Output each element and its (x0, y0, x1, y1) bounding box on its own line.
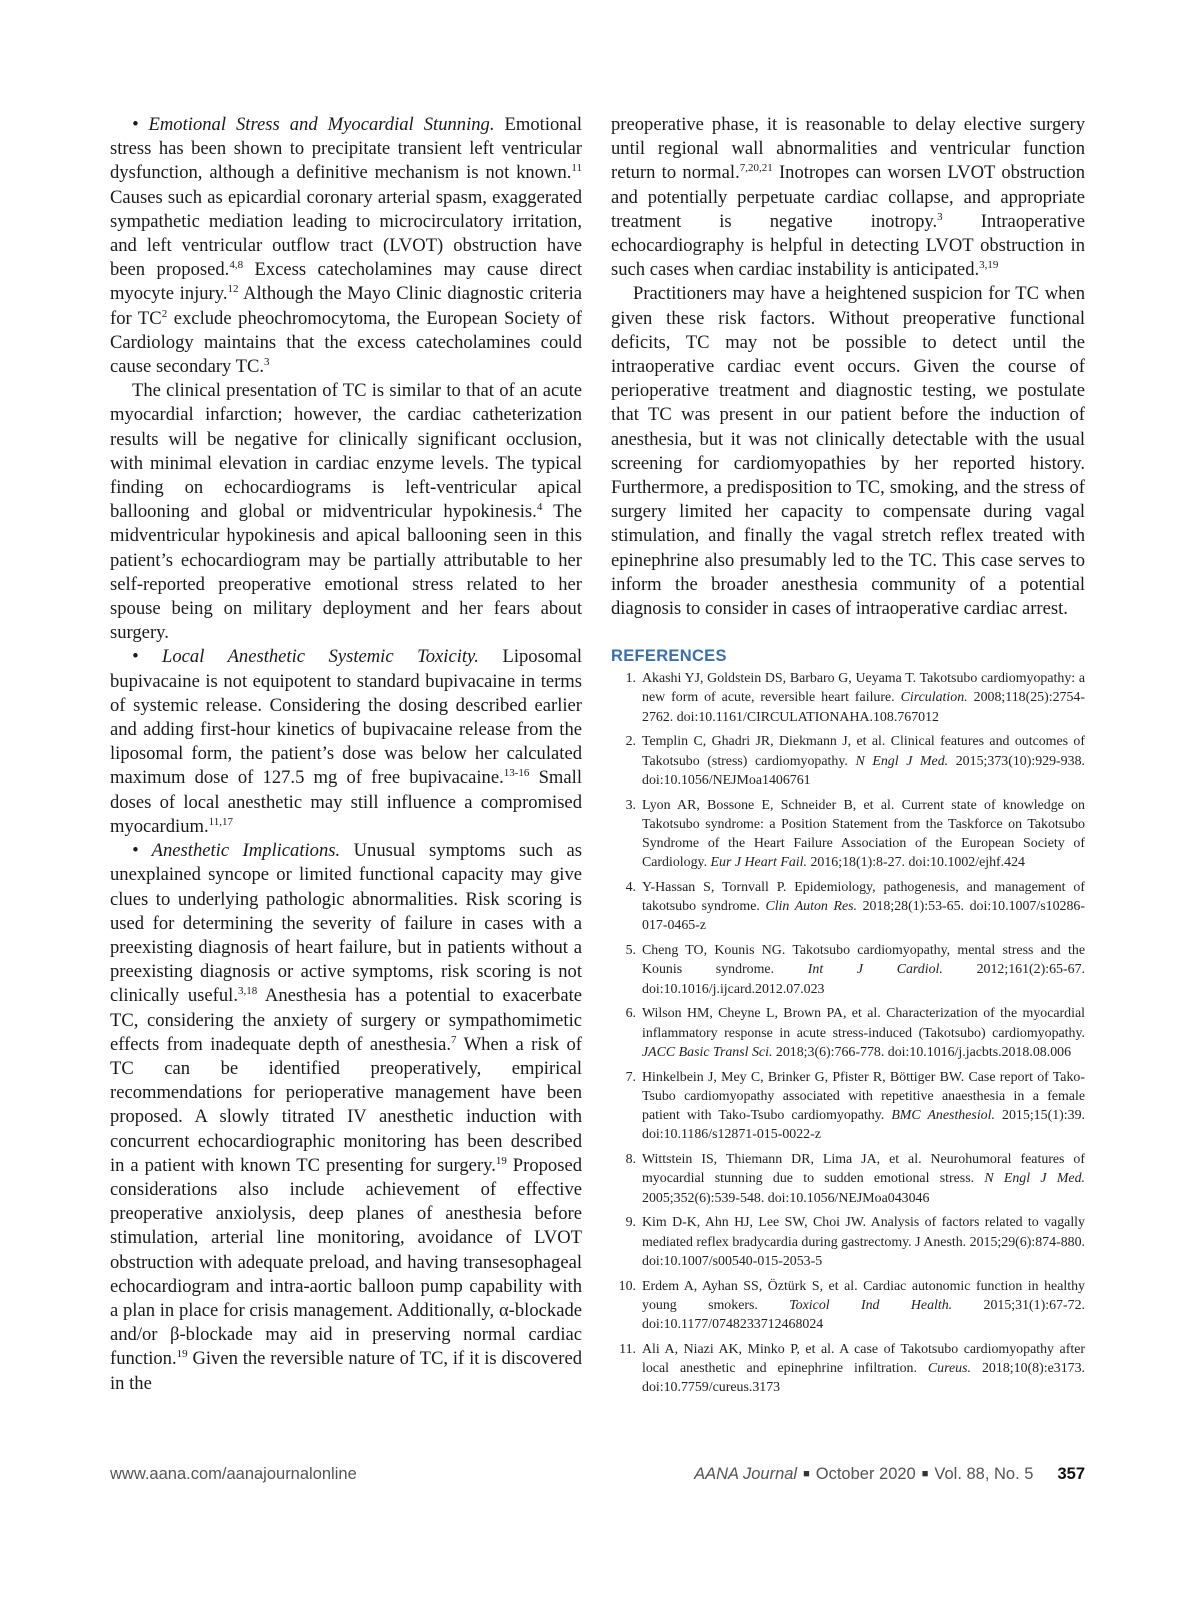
reference-post: 2015;15(1):39. doi:10.1186/s12871-015-0022-z (642, 1108, 1085, 1143)
citation: 3 (264, 356, 270, 369)
reference-post: 2018;10(8):e3173. doi:10.7759/cureus.3173 (642, 1360, 1085, 1396)
reference-text (642, 1213, 1085, 1271)
paragraph-preoperative-phase: preoperative phase, it is reasonable to delay elective surgery until regional wall abnormalities and ventricular function return to normal.$^{7,20,21}$ Inotropes can worsen LVOT obstruction and potentially perpetuate cardiac collapse, and appropriate treatment is negative inotropy.$^3$ Intraoperative echocardiography is helpful in detecting LVOT obstruction in such cases when cardiac instability is anticipated.$^{3,19}$ (611, 114, 1085, 281)
references-heading: REFERENCES (611, 647, 727, 666)
reference-number: 2. (625, 734, 636, 750)
reference-item (611, 1150, 1085, 1208)
reference-pre: Kim D-K, Ahn HJ, Lee SW, Choi JW. Analysis of factors related to vagally mediated reflex bradycardia during gastrectomy. J Anesth. 2015;29(6):874-880. doi:10.1007/s00540-015-2053-5 (642, 1215, 1085, 1269)
citation: 11,17 (208, 815, 233, 828)
reference-text (642, 1004, 1085, 1062)
citation: 4,8 (229, 259, 244, 272)
citation: 13-16 (503, 767, 530, 780)
reference-journal: Cureus. (927, 1360, 972, 1376)
reference-number: 5. (625, 943, 636, 959)
section-lead: • Anesthetic Implications. (132, 840, 341, 862)
reference-text (642, 732, 1085, 790)
volume-issue: Vol. 88, No. 5 (934, 1465, 1034, 1483)
citation: 7 (451, 1033, 457, 1046)
reference-item (611, 1277, 1085, 1335)
paragraph-clinical-presentation: The clinical presentation of TC is similar to that of an acute myocardial infarction; however, the cardiac catheterization results will be negative for clinically significant occlusion, with minimal elevation in cardiac enzyme levels. The typical finding on echocardiograms is left-ventricular apical ballooning and global or midventricular hypokinesis.$^4$ The midventricular hypokinesis and apical ballooning seen in this patient’s echocardiogram may be partially attributable to her self-reported preoperative emotional stress related to her spouse being on military deployment and her fears about surgery. (110, 380, 582, 644)
reference-pre: Wilson HM, Cheyne L, Brown PA, et al. Characterization of the myocardial inflammatory response in acute stress-induced (Takotsubo) cardiomyopathy. (642, 1006, 1085, 1041)
citation: 3 (937, 210, 943, 223)
citation: 4 (536, 501, 543, 514)
reference-post: 2008;118(25):2754-2762. doi:10.1161/CIRCULATIONAHA.108.767012 (642, 690, 1085, 725)
reference-item (611, 669, 1085, 727)
reference-pre: Ali A, Niazi AK, Minko P, et al. A case of Takotsubo cardiomyopathy after local anesthetic and epinephrine infiltration. (642, 1341, 1085, 1376)
reference-number: 1. (625, 671, 636, 687)
reference-item (611, 878, 1085, 936)
reference-post: 2012;161(2):65-67. doi:10.1016/j.ijcard.2012.07.023 (642, 962, 1085, 997)
reference-post: 2018;28(1):53-65. doi:10.1007/s10286-017-0465-z (642, 899, 1085, 934)
reference-journal: Int J Cardiol. (807, 962, 943, 978)
citation: 3,19 (979, 259, 999, 272)
reference-pre: Lyon AR, Bossone E, Schneider B, et al. Current state of knowledge on Takotsubo syndrome: a Position Statement from the Taskforce on Takotsubo Syndrome of the Heart Failure Association of the European Society of Cardiology. (642, 797, 1085, 871)
reference-number: 4. (625, 880, 636, 896)
reference-item (611, 1340, 1085, 1398)
page-footer (110, 1465, 1085, 1489)
reference-item (611, 941, 1085, 999)
reference-number: 8. (625, 1152, 636, 1168)
reference-journal: Clin Auton Res. (765, 899, 857, 915)
reference-item (611, 1068, 1085, 1145)
reference-text (642, 669, 1085, 727)
citation: 3,18 (237, 985, 258, 998)
citation: 12 (227, 283, 239, 296)
paragraph-anesthetic-implications: • Anesthetic Implications. Unusual symptoms such as unexplained syncope or limited functional capacity may give clues to underlying pathologic abnormalities. Risk scoring is used for determining the severity of failure in cases with a preexisting diagnosis of heart failure, but in patients without a preexisting diagnosis or active symptoms, risk scoring is not clinically useful.$^{3,18}$ Anesthesia has a potential to exacerbate TC, considering the anxiety of surgery or sympathomimetic effects from inadequate depth of anesthesia.$^7$ When a risk of TC can be identified preoperatively, empirical recommendations for perioperative management have been proposed. A slowly titrated IV anesthetic induction with concurrent echocardiographic monitoring has been described in a patient with known TC presenting for surgery.$^{19}$ Proposed considerations also include achievement of effective preoperative anxiolysis, deep planes of anesthesia before stimulation, arterial line monitoring, avoidance of LVOT obstruction with adequate preload, and having transesophageal echocardiogram and intra-aortic balloon pump capability with a plan in place for crisis management. Additionally, α-blockade and/or β-blockade may aid in preserving normal cardiac function.$^{19}$ Given the reversible nature of TC, if it is discovered in the (110, 840, 582, 1394)
reference-item (611, 732, 1085, 790)
paragraph-emotional-stress: • Emotional Stress and Myocardial Stunning. Emotional stress has been shown to precipitate transient left ventricular dysfunction, although a definitive mechanism is not known.$^{11}$ Causes such as epicardial coronary arterial spasm, exaggerated sympathetic mediation leading to microcirculatory irritation, and left ventricular outflow tract (LVOT) obstruction have been proposed.$^{4,8}$ Excess catecholamines may cause direct myocyte injury.$^{12}$ Although the Mayo Clinic diagnostic criteria for $TC^2$ exclude pheochromocytoma, the European Society of Cardiology maintains that the excess catecholamines could cause secondary TC.$^3$ (110, 114, 583, 378)
reference-text (642, 941, 1085, 999)
reference-journal: N Engl J Med. (855, 753, 949, 769)
reference-number: 6. (625, 1006, 636, 1022)
paragraph-practitioners: Practitioners may have a heightened suspicion for TC when given these risk factors. Without preoperative functional deficits, TC may not be possible to detect until the intraoperative cardiac event occurs. Given the course of perioperative treatment and diagnostic testing, we postulate that TC was present in our patient before the induction of anesthesia, but it was not clinically detectable with the usual screening for cardiomyopathies by her reported history. Furthermore, a predisposition to TC, smoking, and the stress of surgery limited her capacity to compensate during vagal stimulation, and finally the vagal stretch reflex treated with epinephrine also presumably led to the TC. This case serves to inform the broader anesthesia community of a potential diagnosis to consider in cases of intraoperative cardiac arrest. (611, 283, 1085, 620)
section-lead: • Local Anesthetic Systemic Toxicity. (132, 646, 479, 668)
reference-item (611, 1004, 1085, 1062)
citation: 19 (495, 1154, 507, 1167)
paragraph-local-anesthetic-toxicity: • Local Anesthetic Systemic Toxicity. Liposomal bupivacaine is not equipotent to standard bupivacaine in terms of systemic release. Considering the dosing described earlier and adding first-hour kinetics of bupivacaine release from the liposomal form, the patient’s dose was below her calculated maximum dose of 127.5 mg of free bupivacaine.$^{13-16}$ Small doses of local anesthetic may still influence a compromised myocardium.$^{11,17}$ (110, 646, 582, 837)
citation: 7,20,21 (739, 162, 773, 175)
journal-citation (694, 1465, 1085, 1484)
reference-item (611, 1213, 1085, 1271)
separator-square: ■ (803, 1468, 810, 1480)
journal-url: www.aana.com/aanajournalonline (110, 1465, 357, 1483)
reference-text (642, 1277, 1085, 1335)
reference-text (642, 796, 1085, 873)
reference-pre: Cheng TO, Kounis NG. Takotsubo cardiomyopathy, mental stress and the Kounis syndrome. (642, 943, 1085, 978)
reference-text (642, 878, 1085, 936)
reference-pre: Y-Hassan S, Tornvall P. Epidemiology, pathogenesis, and management of takotsubo syndrome. (642, 880, 1085, 915)
reference-text (642, 1068, 1085, 1145)
journal-name: AANA Journal (694, 1465, 798, 1483)
reference-post: 2018;3(6):766-778. doi:10.1016/j.jacbts.2018.08.006 (772, 1044, 1072, 1060)
reference-text (642, 1150, 1085, 1208)
citation: 19 (176, 1348, 188, 1361)
reference-pre: Akashi YJ, Goldstein DS, Barbaro G, Ueyama T. Takotsubo cardiomyopathy: a new form of acute, reversible heart failure. (642, 671, 1085, 706)
left-column (110, 113, 582, 1396)
page-number: 357 (1057, 1465, 1085, 1483)
reference-journal: N Engl J Med. (984, 1171, 1085, 1187)
reference-post: 2016;18(1):8-27. doi:10.1002/ejhf.424 (807, 855, 1025, 871)
reference-number: 9. (625, 1215, 636, 1231)
reference-journal: JACC Basic Transl Sci. (642, 1044, 773, 1060)
reference-number: 7. (625, 1069, 636, 1085)
reference-pre: Wittstein IS, Thiemann DR, Lima JA, et al. Neurohumoral features of myocardial stunning due to sudden emotional stress. (642, 1152, 1085, 1187)
reference-text (642, 1340, 1085, 1398)
citation: 11 (571, 162, 582, 175)
reference-pre: Hinkelbein J, Mey C, Brinker G, Pfister R, Böttiger BW. Case report of Tako-Tsubo cardiomyopathy associated with repetitive anaesthesia in a female patient with Tako-Tsubo cardiomyopathy. (642, 1069, 1085, 1124)
reference-number: 10. (618, 1278, 636, 1294)
issue-date: October 2020 (815, 1465, 916, 1483)
reference-item (611, 796, 1085, 873)
section-lead: • Emotional Stress and Myocardial Stunning. (132, 114, 495, 135)
reference-post: 2015;373(10):929-938. doi:10.1056/NEJMoa1406761 (642, 753, 1085, 788)
reference-journal: BMC Anesthesiol. (891, 1108, 995, 1124)
reference-journal: Circulation. (900, 690, 968, 706)
reference-pre: Templin C, Ghadri JR, Diekmann J, et al. Clinical features and outcomes of Takotsubo (stress) cardiomyopathy. (642, 734, 1085, 769)
references-list (611, 669, 1085, 1397)
reference-pre: Erdem A, Ayhan SS, Öztürk S, et al. Cardiac autonomic function in healthy young smokers. (642, 1278, 1085, 1313)
right-column (611, 113, 1085, 1403)
reference-journal: Eur J Heart Fail. (710, 855, 807, 871)
separator-square: ■ (921, 1468, 929, 1480)
reference-number: 11. (619, 1341, 636, 1357)
reference-post: 2015;31(1):67-72. doi:10.1177/0748233712468024 (642, 1297, 1085, 1332)
reference-journal: Toxicol Ind Health. (789, 1297, 953, 1313)
citation: 2 (161, 307, 168, 320)
reference-post: 2005;352(6):539-548. doi:10.1056/NEJMoa043046 (642, 1190, 930, 1206)
reference-number: 3. (625, 797, 636, 813)
